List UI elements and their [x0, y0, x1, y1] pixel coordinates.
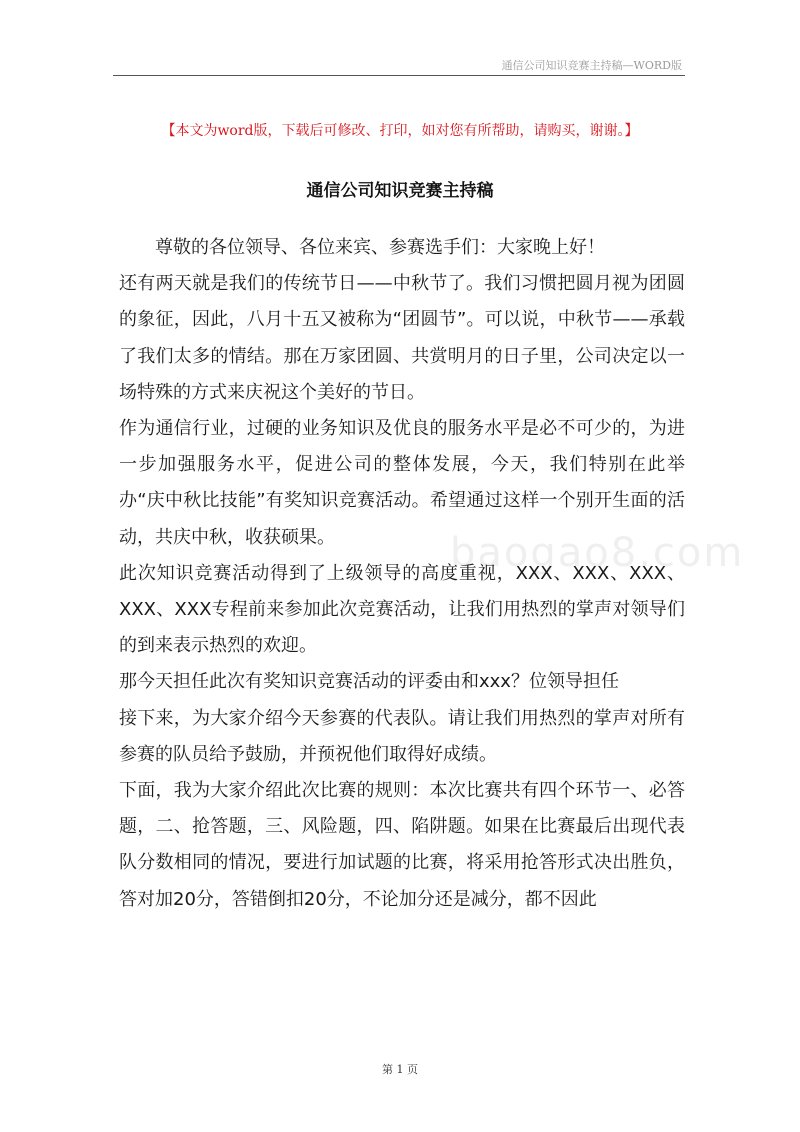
running-header-title: 通信公司知识竞赛主持稿—WORD版	[501, 59, 682, 72]
body-paragraph: 那今天担任此次有奖知识竞赛活动的评委由和xxx？位领导担任	[119, 671, 619, 693]
body-paragraph: 还有两天就是我们的传统节日——中秋节了。我们习惯把圆月视为团圆的象征，因此，八月十五又被称为“团圆节”。可以说，中秋节——承载了我们太多的情结。那在万家团圆、共赏明月的日子里，公司决定以一场特殊的方式来庆祝这个美好的节日。	[119, 273, 685, 403]
body-paragraph: 此次知识竞赛活动得到了上级领导的高度重视，XXX、XXX、XXX、XXX、XXX专程前来参加此次竞赛活动，让我们用热烈的掌声对领导们的到来表示热烈的欢迎。	[119, 562, 685, 657]
body-paragraph: 作为通信行业，过硬的业务知识及优良的服务水平是必不可少的，为进一步加强服务水平，促进公司的整体发展，今天，我们特别在此举办“庆中秋比技能”有奖知识竞赛活动。希望通过这样一个别开生面的活动，共庆中秋，收获硕果。	[119, 418, 685, 548]
header-divider	[113, 75, 685, 76]
purchase-notice: 【本文为word版，下载后可修改、打印，如对您有所帮助，请购买，谢谢。】	[161, 123, 639, 139]
greeting-paragraph: 尊敬的各位领导、各位来宾、参赛选手们：大家晚上好！	[155, 237, 605, 258]
page-number: 第 1 页	[382, 1063, 418, 1076]
watermark-text: baogao8.com	[450, 530, 745, 576]
document-title: 通信公司知识竞赛主持稿	[306, 181, 494, 201]
body-paragraph: 接下来，为大家介绍今天参赛的代表队。请让我们用热烈的掌声对所有参赛的队员给予鼓励，并预祝他们取得好成绩。	[119, 707, 685, 765]
document-body	[119, 230, 685, 918]
body-paragraph: 下面，我为大家介绍此次比赛的规则：本次比赛共有四个环节一、必答题，二、抢答题，三、风险题，四、陷阱题。如果在比赛最后出现代表队分数相同的情况，要进行加试题的比赛，将采用抢答形式决出胜负，答对加20分，答错倒扣20分，不论加分还是减分，都不因此	[119, 780, 685, 910]
